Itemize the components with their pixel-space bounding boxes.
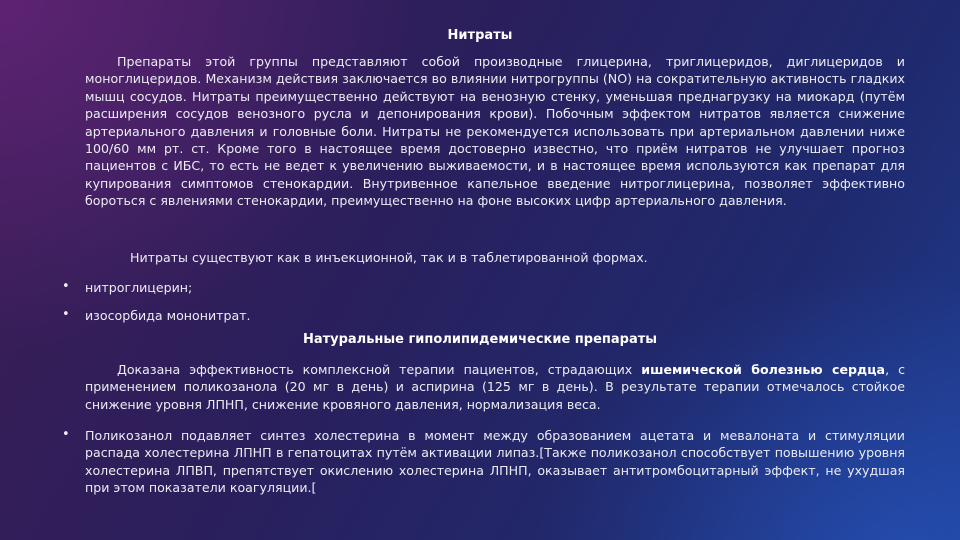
natural-paragraph-bold: ишемической болезнью сердца — [641, 362, 886, 377]
nitrates-title: Нитраты — [447, 28, 513, 43]
bullet-icon: • — [62, 307, 70, 322]
bullet-icon: • — [62, 279, 70, 294]
bullet-icon: • — [62, 427, 70, 442]
nitrates-paragraph-text: Препараты этой группы представляют собой производные глицерина, триглицеридов, диглицеридов и моноглицеридов. Механизм действия заключается во влиянии нитрогруппы (NO) на сократительную активность гладких мышц сосудов. Нитраты преимущественно действуют на венозную стенку, уменьшая преднагрузку на миокард (путём расширения сосудов венозного русла и депонирования крови). Побочным эффектом нитратов является снижение артериального давления и головные боли. Нитраты не рекомендуется использовать при артериальном давлении ниже 100/60 мм рт. ст. Кроме того в настоящее время достоверно известно, что приём нитратов не улучшает прогноз пациентов с ИБС, то есть не ведет к увеличению выживаемости, и в настоящее время используются как препарат для купирования симптомов стенокардии. Внутривенное капельное введение нитроглицерина, позволяет эффективно бороться с явлениями стенокардии, преимущественно на фоне высоких цифр артериального давления. — [85, 54, 905, 209]
list-item-isosorbide: изосорбида мононитрат. — [85, 308, 251, 323]
nitrates-forms-line: Нитраты существуют как в инъекционной, так и в таблетированной формах. — [130, 250, 648, 265]
natural-title: Натуральные гиполипидемические препараты — [302, 332, 658, 347]
list-item-nitroglycerin: нитроглицерин; — [85, 280, 193, 295]
natural-paragraph-end: , с применением поликозанола (20 мг в день) и аспирина (125 мг в день). В результате терапии отмечалось стойкое снижение уровня ЛПНП, снижение кровяного давления, нормализация веса. — [85, 362, 906, 412]
nitrates-paragraph — [85, 53, 905, 210]
natural-paragraph — [85, 361, 905, 413]
natural-paragraph-start: Доказана эффективность комплексной терапии пациентов, страдающих — [117, 362, 642, 377]
policosanol-bullet-text: Поликозанол подавляет синтез холестерина в момент между образованием ацетата и мевалоната и стимуляции распада холестерина ЛПНП в гепатоцитах путём активации липаз.[Также поликозанол способствует повышению уровня холестерина ЛПВП, препятствует окислению холестерина ЛПНП, оказывает антитромбоцитарный эффект, не ухудшая при этом показатели коагуляции.[ — [85, 428, 905, 496]
